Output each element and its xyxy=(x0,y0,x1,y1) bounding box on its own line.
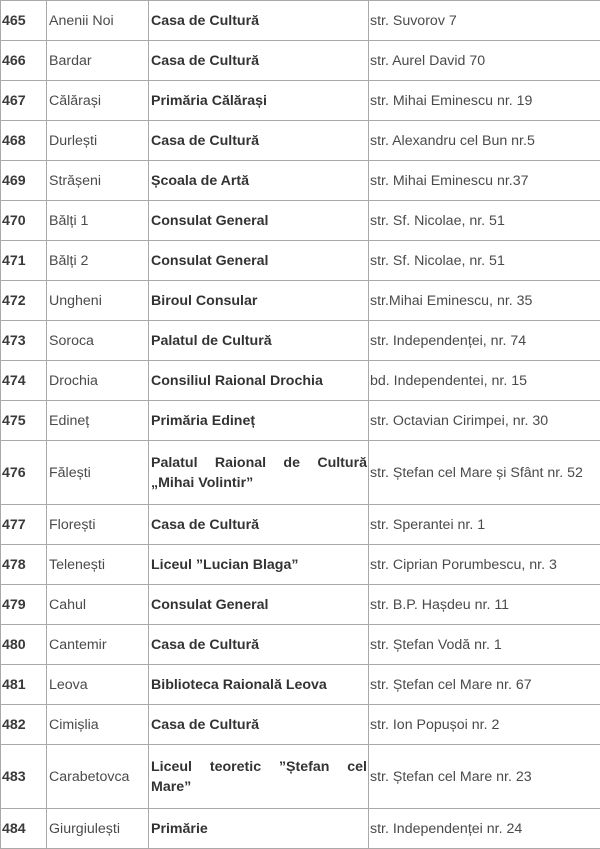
institution: Casa de Cultură xyxy=(149,505,369,545)
table-row xyxy=(1,585,600,625)
address: str. Ștefan cel Mare nr. 23 xyxy=(369,745,600,809)
locality: Florești xyxy=(47,505,149,545)
institution: Biroul Consular xyxy=(149,281,369,321)
station-number: 465 xyxy=(1,1,47,41)
table-row xyxy=(1,281,600,321)
address: str. Ștefan Vodă nr. 1 xyxy=(369,625,600,665)
address: str. Alexandru cel Bun nr.5 xyxy=(369,121,600,161)
table-row xyxy=(1,241,600,281)
locality: Cimișlia xyxy=(47,705,149,745)
address: str. Independenței, nr. 74 xyxy=(369,321,600,361)
station-number: 473 xyxy=(1,321,47,361)
address: str. Ion Popușoi nr. 2 xyxy=(369,705,600,745)
address: str. B.P. Hașdeu nr. 11 xyxy=(369,585,600,625)
station-number: 474 xyxy=(1,361,47,401)
station-number: 483 xyxy=(1,745,47,809)
institution: Casa de Cultură xyxy=(149,625,369,665)
address: str. Ștefan cel Mare nr. 67 xyxy=(369,665,600,705)
locality: Bălți 2 xyxy=(47,241,149,281)
station-number: 477 xyxy=(1,505,47,545)
institution: Primăria Călărași xyxy=(149,81,369,121)
table-row xyxy=(1,745,600,809)
address: str. Sperantei nr. 1 xyxy=(369,505,600,545)
station-number: 480 xyxy=(1,625,47,665)
institution: Consulat General xyxy=(149,241,369,281)
institution: Casa de Cultură xyxy=(149,41,369,81)
station-number: 484 xyxy=(1,809,47,849)
station-number: 482 xyxy=(1,705,47,745)
institution: Primărie xyxy=(149,809,369,849)
table-row xyxy=(1,1,600,41)
locality: Cahul xyxy=(47,585,149,625)
locality: Bălți 1 xyxy=(47,201,149,241)
station-number: 476 xyxy=(1,441,47,505)
table-row xyxy=(1,41,600,81)
station-number: 479 xyxy=(1,585,47,625)
locality: Leova xyxy=(47,665,149,705)
table-row xyxy=(1,361,600,401)
address: str. Ciprian Porumbescu, nr. 3 xyxy=(369,545,600,585)
locality: Strășeni xyxy=(47,161,149,201)
institution: Casa de Cultură xyxy=(149,705,369,745)
table-row xyxy=(1,321,600,361)
address: str. Ștefan cel Mare și Sfânt nr. 52 xyxy=(369,441,600,505)
locality: Soroca xyxy=(47,321,149,361)
address: bd. Independentei, nr. 15 xyxy=(369,361,600,401)
address: str. Octavian Cirimpei, nr. 30 xyxy=(369,401,600,441)
address: str. Mihai Eminescu nr.37 xyxy=(369,161,600,201)
locality: Carabetovca xyxy=(47,745,149,809)
address: str. Suvorov 7 xyxy=(369,1,600,41)
institution: Palatul Raional de Cultură „Mihai Volintir” xyxy=(149,441,369,505)
station-number: 467 xyxy=(1,81,47,121)
station-number: 478 xyxy=(1,545,47,585)
station-number: 469 xyxy=(1,161,47,201)
institution: Liceul ”Lucian Blaga” xyxy=(149,545,369,585)
table-row xyxy=(1,401,600,441)
station-number: 466 xyxy=(1,41,47,81)
table-row xyxy=(1,81,600,121)
institution: Școala de Artă xyxy=(149,161,369,201)
institution: Palatul de Cultură xyxy=(149,321,369,361)
table-row xyxy=(1,505,600,545)
station-number: 470 xyxy=(1,201,47,241)
station-number: 468 xyxy=(1,121,47,161)
station-number: 481 xyxy=(1,665,47,705)
locality: Fălești xyxy=(47,441,149,505)
table-row xyxy=(1,201,600,241)
locality: Drochia xyxy=(47,361,149,401)
institution: Consulat General xyxy=(149,201,369,241)
station-number: 472 xyxy=(1,281,47,321)
locality: Giurgiulești xyxy=(47,809,149,849)
table-row xyxy=(1,665,600,705)
locality: Durlești xyxy=(47,121,149,161)
institution: Primăria Edineț xyxy=(149,401,369,441)
institution: Casa de Cultură xyxy=(149,1,369,41)
table-row xyxy=(1,121,600,161)
institution: Casa de Cultură xyxy=(149,121,369,161)
institution: Consiliul Raional Drochia xyxy=(149,361,369,401)
locality: Călărași xyxy=(47,81,149,121)
table-row xyxy=(1,625,600,665)
locality: Edineț xyxy=(47,401,149,441)
table-body xyxy=(1,1,600,849)
locality: Ungheni xyxy=(47,281,149,321)
address: str. Independenței nr. 24 xyxy=(369,809,600,849)
station-number: 475 xyxy=(1,401,47,441)
address: str. Sf. Nicolae, nr. 51 xyxy=(369,201,600,241)
table-row xyxy=(1,705,600,745)
table-row xyxy=(1,441,600,505)
locality: Bardar xyxy=(47,41,149,81)
table-row xyxy=(1,161,600,201)
table-row xyxy=(1,545,600,585)
institution: Liceul teoretic ”Ștefan cel Mare” xyxy=(149,745,369,809)
table-row xyxy=(1,809,600,849)
address: str. Sf. Nicolae, nr. 51 xyxy=(369,241,600,281)
locality: Cantemir xyxy=(47,625,149,665)
locality: Telenești xyxy=(47,545,149,585)
station-number: 471 xyxy=(1,241,47,281)
locality: Anenii Noi xyxy=(47,1,149,41)
address: str. Aurel David 70 xyxy=(369,41,600,81)
institution: Consulat General xyxy=(149,585,369,625)
address: str. Mihai Eminescu nr. 19 xyxy=(369,81,600,121)
institution: Biblioteca Raională Leova xyxy=(149,665,369,705)
address: str.Mihai Eminescu, nr. 35 xyxy=(369,281,600,321)
